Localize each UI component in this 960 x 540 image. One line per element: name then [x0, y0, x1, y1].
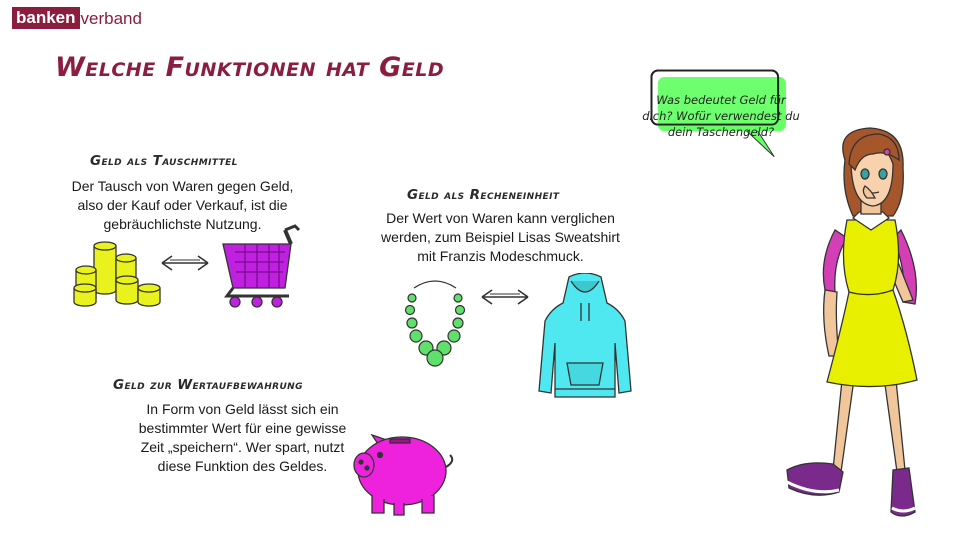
- text-line: Zeit „speichern“. Wer spart, nutzt: [140, 439, 345, 455]
- necklace-icon: [400, 278, 470, 370]
- page-title: Welche Funktionen hat Geld: [55, 52, 445, 83]
- hoodie-icon: [535, 273, 635, 405]
- text-line: also der Kauf oder Verkauf, ist die: [77, 197, 288, 213]
- heading-tauschmittel: Geld als Tauschmittel: [90, 153, 238, 169]
- piggy-bank-icon: [350, 425, 460, 520]
- heading-wertaufbewahrung: Geld zur Wertaufbewahrung: [113, 377, 303, 393]
- bubble-line: Was bedeutet Geld für: [656, 93, 786, 107]
- text-recheneinheit: [368, 209, 633, 266]
- text-line: Der Wert von Waren kann verglichen: [386, 210, 615, 226]
- text-wertaufbewahrung: [110, 400, 375, 476]
- text-line: diese Funktion des Geldes.: [157, 458, 328, 474]
- text-line: gebräuchlichste Nutzung.: [103, 216, 262, 232]
- bankenverband-logo: [12, 7, 142, 29]
- text-line: mit Franzis Modeschmuck.: [417, 248, 584, 264]
- girl-illustration: [775, 120, 945, 530]
- coins-icon: [70, 238, 165, 313]
- double-arrow-icon: [160, 253, 210, 273]
- text-line: Der Tausch von Waren gegen Geld,: [71, 178, 294, 194]
- logo-rest: verband: [80, 8, 142, 28]
- bubble-line: dich? Wofür verwendest du: [642, 109, 800, 123]
- text-line: werden, zum Beispiel Lisas Sweatshirt: [381, 229, 620, 245]
- text-line: bestimmter Wert für eine gewisse: [138, 420, 347, 436]
- double-arrow-icon: [480, 287, 530, 307]
- logo-box: banken: [12, 7, 80, 29]
- text-line: In Form von Geld lässt sich ein: [146, 401, 339, 417]
- shopping-cart-icon: [215, 222, 305, 312]
- heading-recheneinheit: Geld als Recheneinheit: [407, 187, 560, 203]
- bubble-line: dein Taschengeld?: [667, 125, 775, 139]
